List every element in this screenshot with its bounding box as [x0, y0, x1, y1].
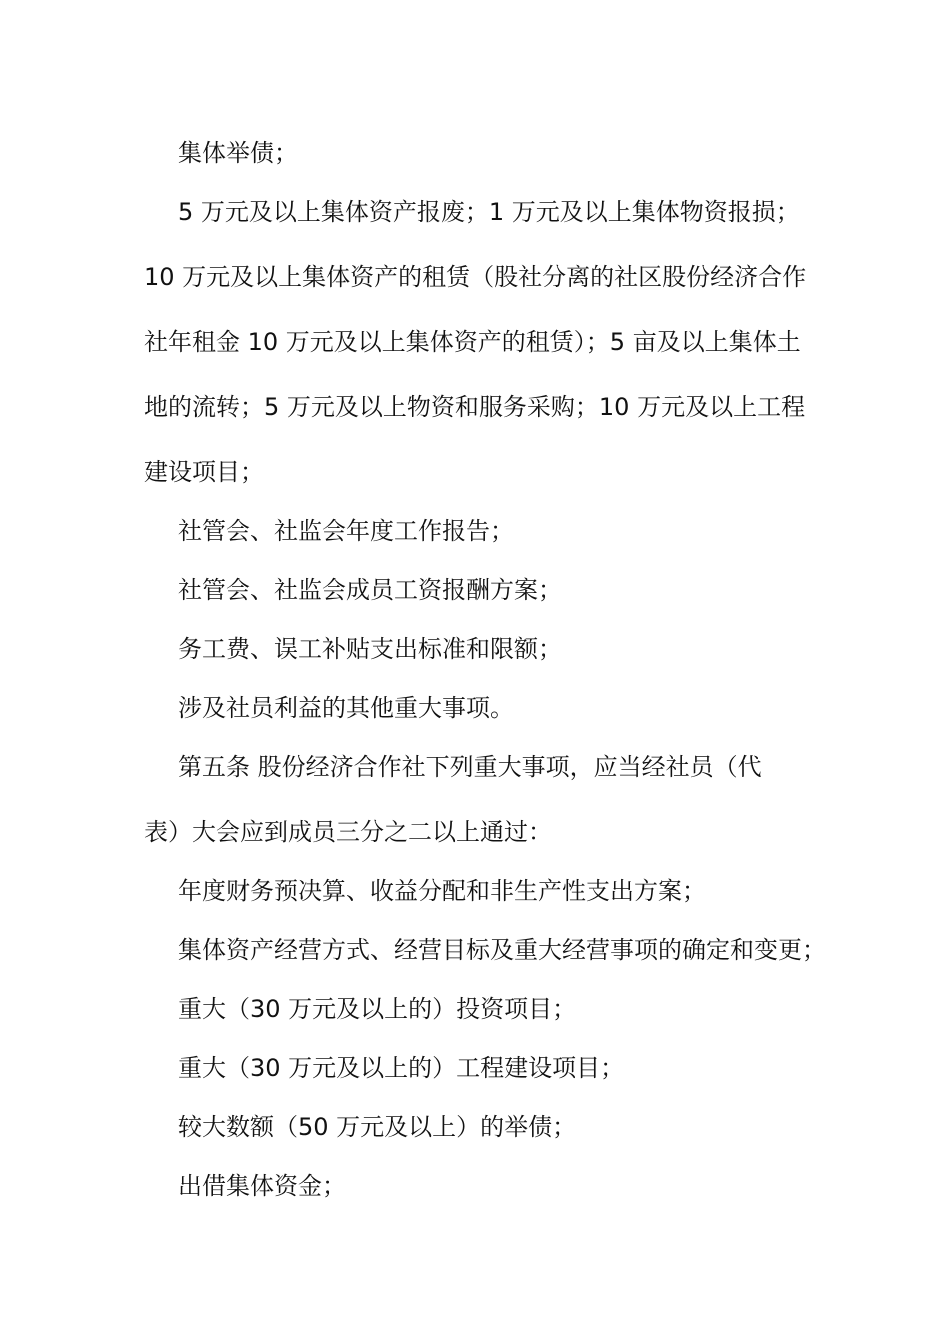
text-line: 集体资产经营方式、经营目标及重大经营事项的确定和变更； [178, 936, 826, 964]
text-line: 务工费、误工补贴支出标准和限额； [178, 635, 562, 663]
text-line: 表）大会应到成员三分之二以上通过： [144, 818, 552, 846]
text-line: 重大（30 万元及以上的）工程建设项目； [178, 1054, 625, 1082]
paragraph-large-debt [144, 1098, 824, 1157]
paragraph-operation-mode [144, 921, 824, 980]
paragraph-asset-thresholds [144, 180, 824, 505]
paragraph-article-five [144, 735, 824, 865]
text-line: 地的流转；5 万元及以上物资和服务采购；10 万元及以上工程 [144, 393, 806, 421]
text-line: 较大数额（50 万元及以上）的举债； [178, 1113, 577, 1141]
paragraph-major-construction [144, 1039, 824, 1098]
document-body [144, 124, 824, 1216]
text-line: 出借集体资金； [178, 1172, 346, 1200]
text-line: 涉及社员利益的其他重大事项。 [178, 694, 514, 722]
paragraph-annual-report [144, 502, 824, 561]
paragraph-other-matters [144, 679, 824, 738]
paragraph-collective-debt [144, 124, 824, 183]
text-line: 第五条 股份经济合作社下列重大事项，应当经社员（代 [178, 753, 762, 781]
paragraph-labor-fees [144, 620, 824, 679]
paragraph-major-investment [144, 980, 824, 1039]
text-line: 年度财务预决算、收益分配和非生产性支出方案； [178, 877, 706, 905]
paragraph-lend-funds [144, 1157, 824, 1216]
text-line: 集体举债； [178, 139, 298, 167]
text-line: 建设项目； [144, 458, 264, 486]
paragraph-salary-plan [144, 561, 824, 620]
paragraph-annual-budget [144, 862, 824, 921]
text-line: 社管会、社监会成员工资报酬方案； [178, 576, 562, 604]
text-line: 10 万元及以上集体资产的租赁（股社分离的社区股份经济合作 [144, 263, 807, 291]
text-line: 社管会、社监会年度工作报告； [178, 517, 514, 545]
text-line: 5 万元及以上集体资产报废；1 万元及以上集体物资报损； [178, 198, 800, 226]
text-line: 社年租金 10 万元及以上集体资产的租赁）；5 亩及以上集体土 [144, 328, 801, 356]
text-line: 重大（30 万元及以上的）投资项目； [178, 995, 577, 1023]
